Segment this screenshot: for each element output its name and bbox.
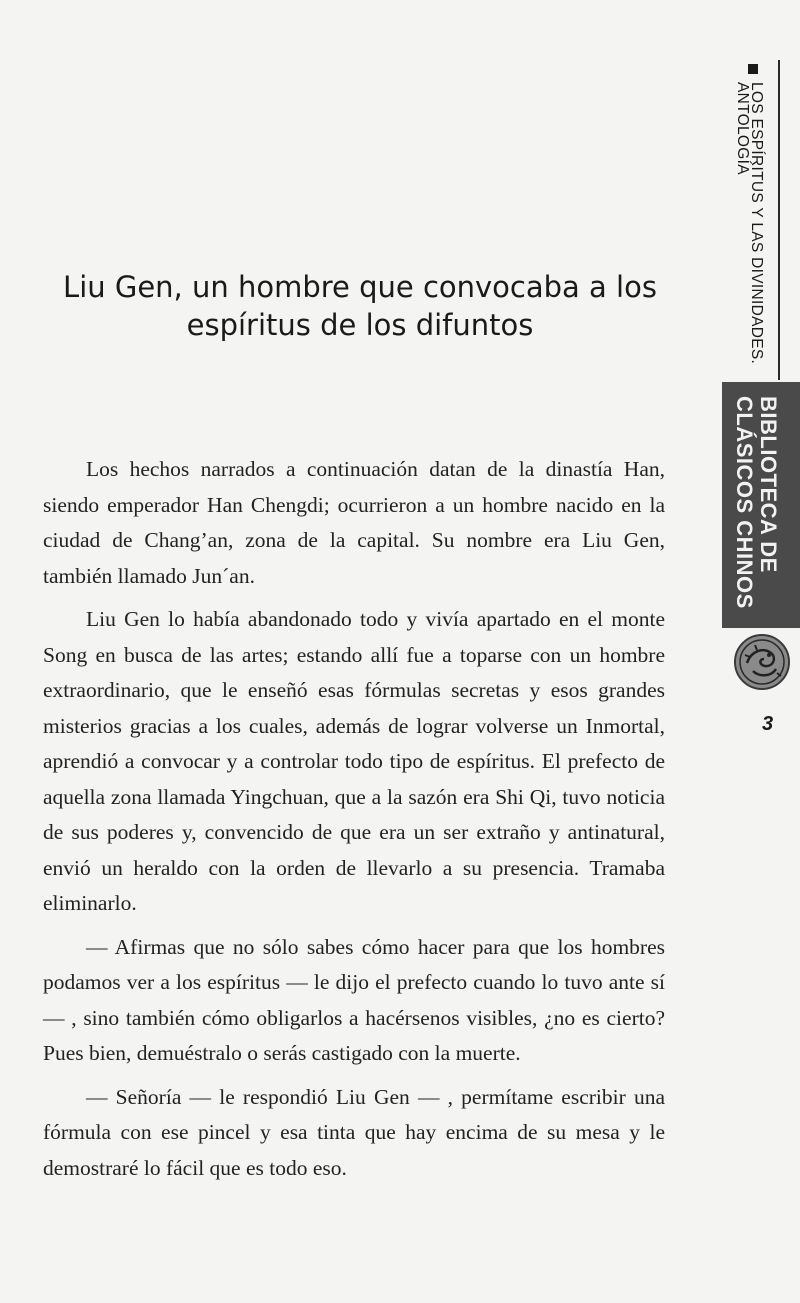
dragon-medallion-icon xyxy=(733,633,791,691)
body-text xyxy=(43,452,665,1194)
collection-title xyxy=(732,396,780,609)
series-title-line-1: LOS ESPÍRITUS Y LAS DIVINIDADES. xyxy=(748,82,765,365)
paragraph: — Afirmas que no sólo sabes cómo hacer para que los hombres podamos ver a los espíritus — le dijo el prefecto cuando lo tuvo ante sí — , sino también cómo obligarlos a hacérsenos visibles, ¿no es cierto? Pues bien, demuéstralo o serás castigado con la muerte. xyxy=(43,934,665,1065)
paragraph: Los hechos narrados a continuación datan de la dinastía Han, siendo emperador Han Chengdi; ocurrieron a un hombre nacido en la ciudad de Chang’an, zona de la capital. Su nombre era Liu Gen, también llamado Jun´an. xyxy=(43,457,665,588)
collection-title-line-2: CLÁSICOS CHINOS xyxy=(732,396,757,609)
series-title xyxy=(735,82,763,364)
margin-rule xyxy=(778,60,780,380)
paragraph: Liu Gen lo había abandonado todo y vivía apartado en el monte Song en busca de las artes; estando allí fue a toparse con un hombre extraordinario, que le enseñó esas fórmulas secretas y esos grandes misterios gracias a los cuales, además de lograr volverse un Inmortal, aprendió a convocar y a controlar todo tipo de espíritus. El prefecto de aquella zona llamada Yingchuan, que a la sazón era Shi Qi, tuvo noticia de sus poderes y, convencido de que era un ser extraño y antinatural, envió un heraldo con la orden de llevarlo a su presencia. Tramaba eliminarlo. xyxy=(43,607,665,915)
collection-title-line-1: BIBLIOTECA DE xyxy=(756,396,781,573)
paragraph: — Señoría — le respondió Liu Gen — , permítame escribir una fórmula con ese pincel y esa tinta que hay encima de su mesa y le demostraré lo fácil que es todo eso. xyxy=(43,1084,665,1180)
page-number: 3 xyxy=(762,713,774,735)
series-title-line-2: ANTOLOGÍA xyxy=(734,82,751,175)
chapter-title-line-1: Liu Gen, un hombre que convocaba a los xyxy=(63,270,657,304)
chapter-title xyxy=(20,268,700,344)
bullet-square-icon xyxy=(748,64,758,74)
chapter-title-line-2: espíritus de los difuntos xyxy=(186,308,534,342)
